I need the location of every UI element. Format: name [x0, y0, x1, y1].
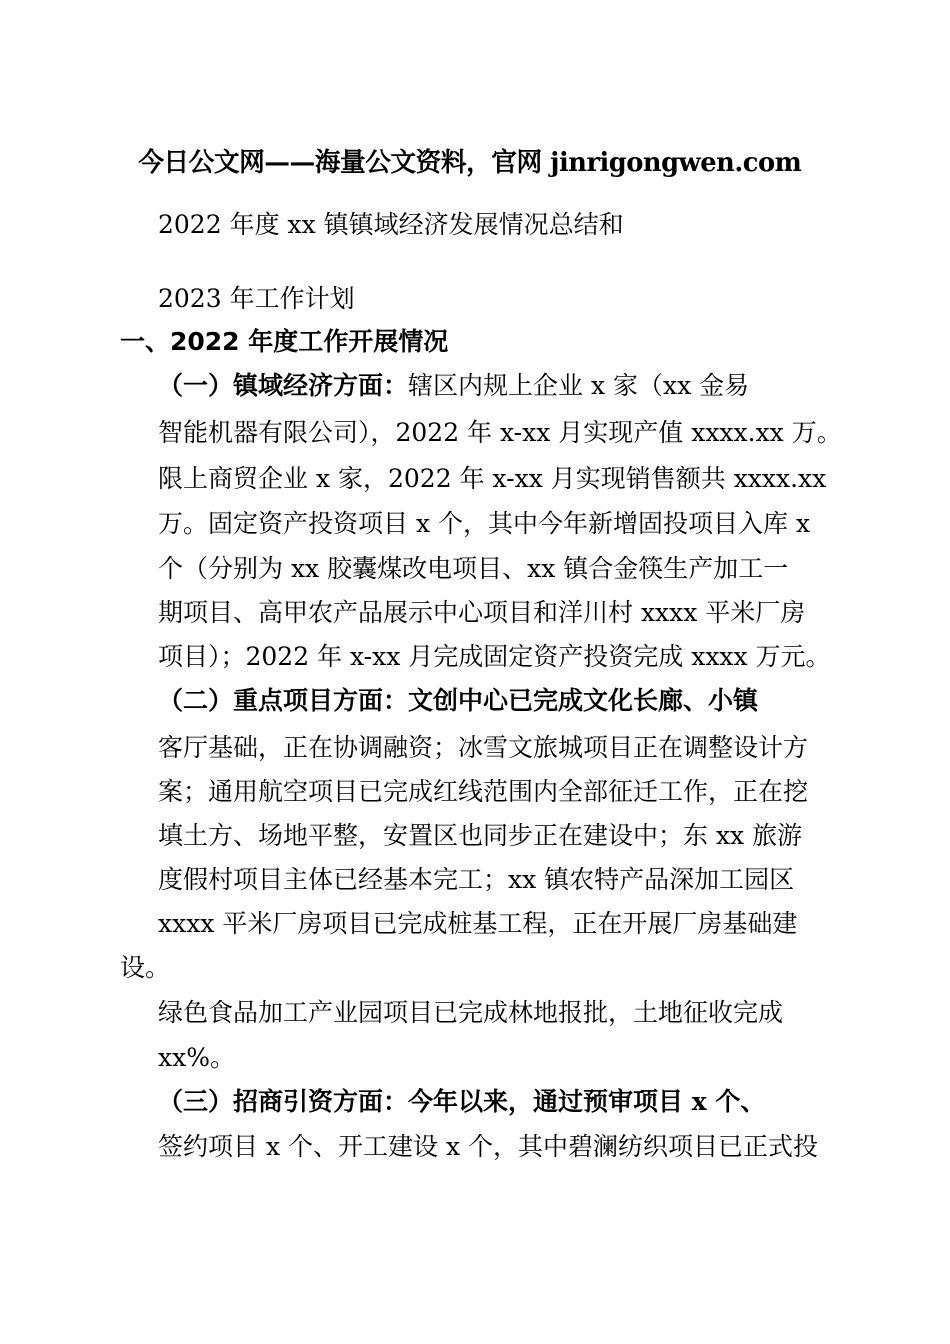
site-header: 今日公文网——海量公文资料，官网 jinrigongwen.com [138, 148, 802, 178]
paragraph-2-lead: （二）重点项目方面： [158, 686, 409, 715]
doc-title-line-2: 2023 年工作计划 [158, 284, 355, 313]
paragraph-1-line-6: 期项目、高甲农产品展示中心项目和洋川村 xxxx 平米厂房 [158, 598, 806, 627]
paragraph-1-line-5: 个（分别为 xx 胶囊煤改电项目、xx 镇合金筷生产加工一 [158, 554, 789, 583]
paragraph-3-line-1: 绿色食品加工产业园项目已完成林地报批，土地征收完成 [158, 998, 784, 1027]
paragraph-1-line-1 [158, 370, 749, 402]
paragraph-1-line-3: 限上商贸企业 x 家，2022 年 x-xx 月实现销售额共 xxxx.xx [158, 464, 827, 493]
paragraph-1-lead: （一）镇域经济方面： [158, 371, 409, 400]
paragraph-1-line-7: 项目）；2022 年 x-xx 月完成固定资产投资完成 xxxx 万元。 [158, 642, 831, 671]
paragraph-2-line-7: 设。 [120, 953, 171, 982]
paragraph-2-line-2: 客厅基础，正在协调融资；冰雪文旅城项目正在调整设计方 [158, 733, 809, 762]
paragraph-2-line-3: 案；通用航空项目已完成红线范围内全部征迁工作，正在挖 [158, 777, 809, 806]
paragraph-1-line-2: 智能机器有限公司），2022 年 x-xx 月实现产值 xxxx.xx 万。 [158, 418, 842, 447]
doc-title-line-1: 2022 年度 xx 镇镇域经济发展情况总结和 [158, 210, 624, 239]
paragraph-4-line-2: 签约项目 x 个、开工建设 x 个，其中碧澜纺织项目已正式投 [158, 1132, 818, 1161]
paragraph-4-lead: （三）招商引资方面： [158, 1087, 409, 1116]
paragraph-3-line-2: xx%。 [158, 1043, 235, 1072]
paragraph-4-line-1 [158, 1086, 765, 1118]
paragraph-2-line-4: 填土方、场地平整，安置区也同步正在建设中；东 xx 旅游 [158, 821, 803, 850]
paragraph-4-line-1-text: 今年以来，通过预审项目 x 个、 [408, 1087, 766, 1116]
paragraph-2-line-1-text: 文创中心已完成文化长廊、小镇 [408, 686, 759, 715]
paragraph-2-line-5: 度假村项目主体已经基本完工；xx 镇农特产品深加工园区 [158, 865, 795, 894]
paragraph-2-line-6: xxxx 平米厂房项目已完成桩基工程，正在开展厂房基础建 [158, 909, 798, 938]
paragraph-2-line-1 [158, 685, 758, 717]
section-heading-1: 一、2022 年度工作开展情况 [120, 327, 449, 356]
paragraph-1-line-4: 万。固定资产投资项目 x 个，其中今年新增固投项目入库 x [158, 509, 811, 538]
paragraph-1-line-1-text: 辖区内规上企业 x 家（xx 金易 [408, 371, 750, 400]
